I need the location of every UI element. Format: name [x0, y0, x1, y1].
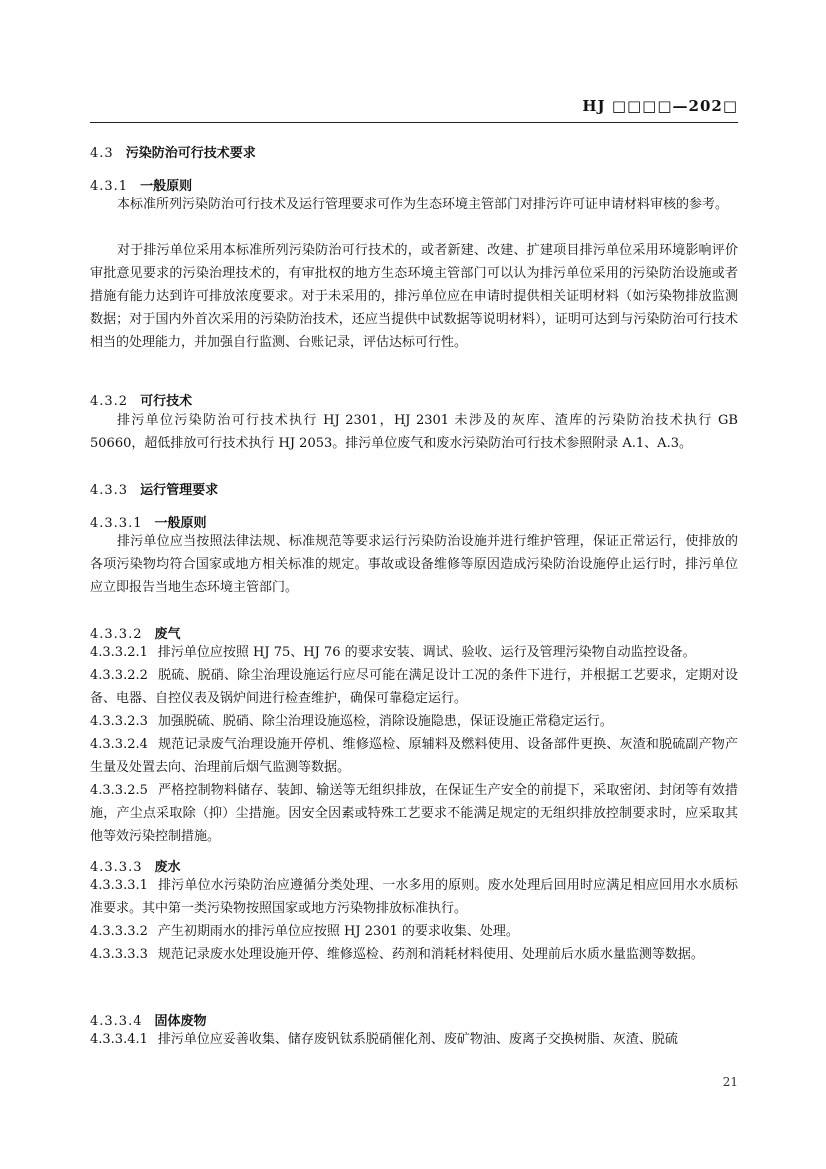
clause-number: 4.3.3.3.2	[90, 924, 148, 939]
paragraph: 排污单位污染防治可行技术执行 HJ 2301，HJ 2301 未涉及的灰库、渣库的污染防治技术执行 GB 50660，超低排放可行技术执行 HJ 2053。排污单位废气和废水污染防治可行技术参照附录 A.1、A.3。	[90, 413, 738, 451]
section-title: 废气	[154, 627, 181, 642]
clause-text: 严格控制物料储存、装卸、输送等无组织排放，在保证生产安全的前提下，采取密闭、封闭等有效措施，产尘点采取除（抑）尘措施。因安全因素或特殊工艺要求不能满足规定的无组织排放控制要求时，应采取其他等效污染控制措施。	[90, 783, 738, 844]
section-number: 4.3	[90, 146, 114, 161]
list-item	[90, 664, 738, 710]
section-number: 4.3.1	[90, 179, 129, 194]
section-title: 废水	[154, 860, 181, 875]
section-number: 4.3.3.3	[90, 860, 143, 875]
list-item	[90, 920, 738, 943]
clause-text: 加强脱硫、脱硝、除尘治理设施巡检，消除设施隐患，保证设施正常稳定运行。	[157, 714, 613, 729]
list-item	[90, 733, 738, 779]
page-number: 21	[722, 1075, 738, 1089]
paragraph: 对于排污单位采用本标准所列污染防治可行技术的，或者新建、改建、扩建项目排污单位采用环境影响评价审批意见要求的污染治理技术的，有审批权的地方生态环境主管部门可以认为排污单位采用的污染防治设施或者措施有能力达到许可排放浓度要求。对于未采用的，排污单位应在申请时提供相关证明材料（如污染物排放监测数据；对于国内外首次采用的污染防治技术，还应当提供中试数据等说明材料），证明可达到与污染防治可行技术相当的处理能力，并加强自行监测、台账记录，评估达标可行性。	[90, 243, 738, 350]
section-heading-4-3-2	[90, 390, 192, 409]
clause-text: 规范记录废水处理设施开停、维修巡检、药剂和消耗材料使用、处理前后水质水量监测等数据。	[157, 947, 704, 962]
section-heading-4-3	[90, 142, 256, 161]
section-number: 4.3.3.2	[90, 627, 143, 642]
clause-number: 4.3.3.4.1	[90, 1032, 148, 1047]
clause-text: 排污单位水污染防治应遵循分类处理、一水多用的原则。废水处理后回用时应满足相应回用水水质标准要求。其中第一类污染物按照国家或地方污染物排放标准执行。	[90, 878, 738, 916]
list-item	[90, 710, 738, 733]
paragraph: 排污单位应当按照法律法规、标准规范等要求运行污染防治设施并进行维护管理，保证正常运行，使排放的各项污染物均符合国家或地方相关标准的规定。事故或设备维修等原因造成污染防治设施停止运行时，排污单位应立即报告当地生态环境主管部门。	[90, 534, 738, 595]
clause-number: 4.3.3.2.3	[90, 714, 148, 729]
list-item	[90, 943, 738, 966]
header-rule	[90, 122, 738, 123]
clause-number: 4.3.3.2.1	[90, 645, 148, 660]
clause-text: 排污单位应按照 HJ 75、HJ 76 的要求安装、调试、验收、运行及管理污染物自动监控设备。	[157, 645, 696, 660]
section-title: 可行技术	[140, 394, 193, 409]
clause-text: 规范记录废气治理设施开停机、维修巡检、原辅料及燃料使用、设备部件更换、灰渣和脱硫副产物产生量及处置去向、治理前后烟气监测等数据。	[90, 737, 738, 775]
clause-number: 4.3.3.2.4	[90, 737, 148, 752]
section-heading-4-3-1	[90, 175, 192, 194]
section-number: 4.3.3.1	[90, 516, 143, 531]
section-number: 4.3.2	[90, 394, 129, 409]
clause-text: 排污单位应妥善收集、储存废钒钛系脱硝催化剂、废矿物油、废离子交换树脂、灰渣、脱硫	[157, 1032, 678, 1047]
standard-code-header: HJ □□□□—202□	[582, 97, 738, 115]
list-item	[90, 1028, 738, 1051]
paragraph: 本标准所列污染防治可行技术及运行管理要求可作为生态环境主管部门对排污许可证申请材料审核的参考。	[117, 197, 729, 212]
section-title: 一般原则	[140, 179, 193, 194]
section-heading-4-3-3-2	[90, 623, 181, 642]
section-heading-4-3-3-3	[90, 856, 181, 875]
section-title: 固体废物	[154, 1014, 207, 1029]
section-title: 污染防治可行技术要求	[125, 146, 256, 161]
clause-number: 4.3.3.2.5	[90, 783, 148, 798]
clause-text: 产生初期雨水的排污单位应按照 HJ 2301 的要求收集、处理。	[157, 924, 519, 939]
list-item	[90, 779, 738, 848]
section-title: 运行管理要求	[140, 483, 219, 498]
document-page	[90, 0, 738, 1169]
section-heading-4-3-3	[90, 479, 218, 498]
clause-number: 4.3.3.3.1	[90, 878, 148, 893]
section-number: 4.3.3.4	[90, 1014, 143, 1029]
section-title: 一般原则	[154, 516, 207, 531]
clause-text: 脱硫、脱硝、除尘治理设施运行应尽可能在满足设计工况的条件下进行，并根据工艺要求，定期对设备、电器、自控仪表及锅炉间进行检查维护，确保可靠稳定运行。	[90, 668, 738, 706]
clause-number: 4.3.3.2.2	[90, 668, 148, 683]
list-item	[90, 641, 738, 664]
section-number: 4.3.3	[90, 483, 129, 498]
list-item	[90, 874, 738, 920]
clause-number: 4.3.3.3.3	[90, 947, 148, 962]
section-heading-4-3-3-1	[90, 512, 207, 531]
section-heading-4-3-3-4	[90, 1010, 207, 1029]
